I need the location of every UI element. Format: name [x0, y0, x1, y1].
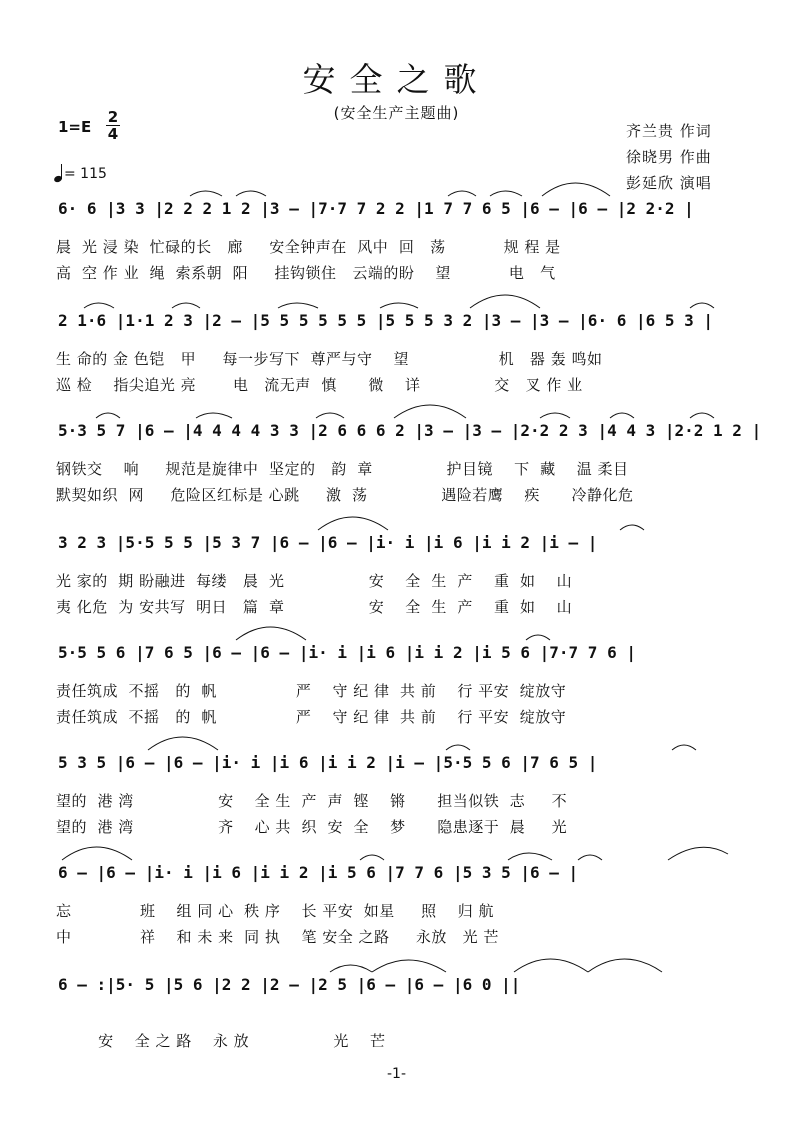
- lyric-verse-1: 忘 班 组 同 心 秩 序 长 平安 如星 照 归 航: [56, 902, 494, 920]
- page-number: -1-: [386, 1066, 406, 1082]
- music-system: [0, 526, 793, 636]
- notation-line: 5·5 5 6 |7 6 5 |6 – |6 – |i· i |i 6 |i i 2 |i 5 6 |7·7 7 6 |: [58, 643, 636, 662]
- lyric-verse-2: 责任筑成 不摇 的 帆 严 守 纪 律 共 前 行 平安 绽放守: [56, 708, 567, 726]
- singer-credit: 彭延欣 演唱: [626, 174, 712, 192]
- lyric-verse-2: 中 祥 和 未 来 同 执 笔 安全 之路 永放 光 芒: [56, 928, 499, 946]
- tempo-value: = 115: [64, 166, 107, 182]
- lyricist-credit: 齐兰贵 作词: [626, 122, 712, 140]
- lyric-verse-2: 高 空 作 业 绳 索系朝 阳 挂钩锁住 云端的盼 望 电 气: [56, 264, 556, 282]
- meter-top: 2: [107, 108, 119, 126]
- time-signature: [106, 110, 120, 141]
- music-system: [0, 414, 793, 524]
- lyric-verse-1: 生 命的 金 色铠 甲 每一步写下 尊严与守 望 机 器 轰 鸣如: [56, 350, 603, 368]
- music-system: [0, 304, 793, 414]
- lyric-verse-1: 晨 光 浸 染 忙碌的长 廊 安全钟声在 风中 回 荡 规 程 是: [56, 238, 561, 256]
- lyric-verse-2: 夷 化危 为 安共写 明日 篇 章 安 全 生 产 重 如 山: [56, 598, 573, 616]
- notation-line: 6 – :|5· 5 |5 6 |2 2 |2 – |2 5 |6 – |6 – |6 0 ||: [58, 975, 521, 994]
- music-system: [0, 746, 793, 856]
- notation-line: 2 1·6 |1·1 2 3 |2 – |5 5 5 5 5 5 |5 5 5 3 2 |3 – |3 – |6· 6 |6 5 3 |: [58, 311, 714, 330]
- lyric-verse-2: 望的 港 湾 齐 心 共 织 安 全 梦 隐患逐于 晨 光: [56, 818, 568, 836]
- song-subtitle: (安全生产主题曲): [333, 104, 460, 122]
- notation-line: 6· 6 |3 3 |2 2 2 1 2 |3 – |7·7 7 2 2 |1 7 7 6 5 |6 – |6 – |2 2·2 |: [58, 199, 694, 218]
- music-system: [0, 192, 793, 302]
- lyric-verse-1: 望的 港 湾 安 全 生 产 声 铿 锵 担当似铁 志 不: [56, 792, 568, 810]
- lyric-verse-2: 默契如织 网 危险区红标是 心跳 激 荡 遇险若鹰 疾 冷静化危: [56, 486, 634, 504]
- lyric-verse-1: 光 家的 期 盼融进 每缕 晨 光 安 全 生 产 重 如 山: [56, 572, 573, 590]
- song-title: 安全之歌: [302, 60, 491, 99]
- lyric-verse-1: 责任筑成 不摇 的 帆 严 守 纪 律 共 前 行 平安 绽放守: [56, 682, 567, 700]
- music-system: [0, 636, 793, 746]
- lyric-verse-1: 钢铁交 响 规范是旋律中 坚定的 韵 章 护目镜 下 藏 温 柔目: [56, 460, 629, 478]
- key-signature: 1=E: [58, 118, 92, 136]
- music-system: [0, 968, 793, 1078]
- lyric-verse-2: 巡 检 指尖追光 亮 电 流无声 慎 微 详 交 叉 作 业: [56, 376, 583, 394]
- composer-credit: 徐晓男 作曲: [626, 148, 712, 166]
- lyric-verse-1: 安 全 之 路 永 放 光 芒: [56, 1032, 386, 1050]
- notation-line: 3 2 3 |5·5 5 5 |5 3 7 |6 – |6 – |i· i |i 6 |i i 2 |i – |: [58, 533, 598, 552]
- notation-line: 5·3 5 7 |6 – |4 4 4 4 3 3 |2 6 6 6 2 |3 – |3 – |2·2 2 3 |4 4 3 |2·2 1 2 |: [58, 421, 762, 440]
- notation-line: 6 – |6 – |i· i |i 6 |i i 2 |i 5 6 |7 7 6 |5 3 5 |6 – |: [58, 863, 579, 882]
- music-system: [0, 856, 793, 966]
- notation-line: 5 3 5 |6 – |6 – |i· i |i 6 |i i 2 |i – |5·5 5 6 |7 6 5 |: [58, 753, 598, 772]
- meter-bottom: 4: [107, 125, 119, 143]
